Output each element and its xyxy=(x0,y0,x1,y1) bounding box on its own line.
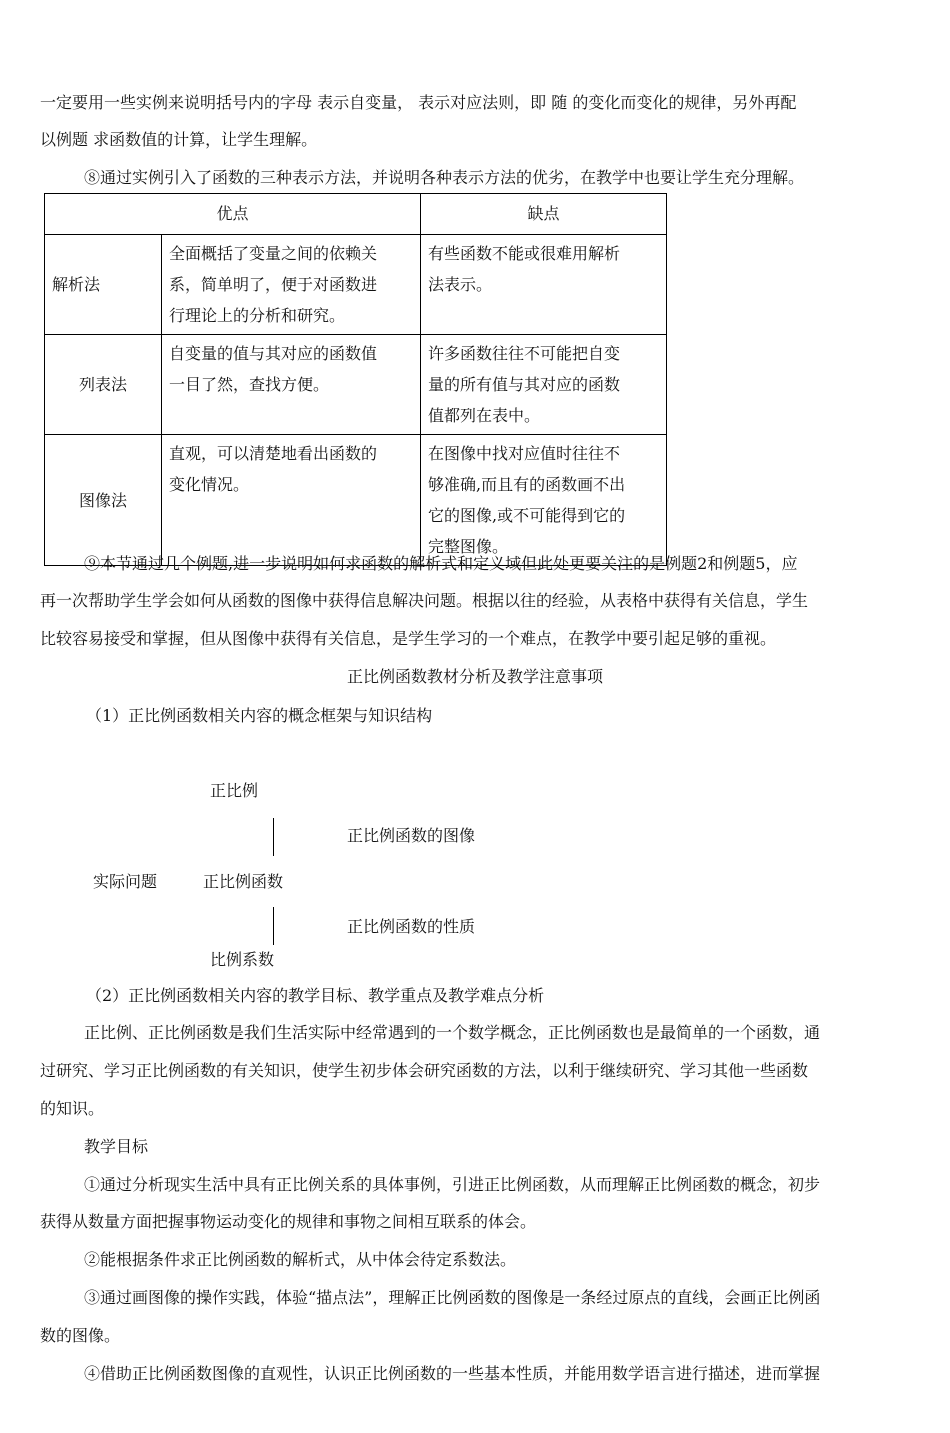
goals-heading: 教学目标 xyxy=(84,1137,149,1156)
pros-cell xyxy=(162,235,421,335)
cell-line: 变化情况。 xyxy=(169,475,250,494)
cell-line: 值都列在表中。 xyxy=(428,406,541,425)
diagram-node-left: 实际问题 xyxy=(93,872,158,891)
cell-line: 量的所有值与其对应的函数 xyxy=(428,375,621,394)
diagram-node-top: 正比例 xyxy=(210,781,259,800)
method-cell: 图像法 xyxy=(45,435,162,566)
cons-cell xyxy=(421,235,667,335)
cell-line: 系，简单明了，便于对函数进 xyxy=(169,275,378,294)
paragraph-line: 以例题 求函数值的计算，让学生理解。 xyxy=(40,130,318,149)
cell-line: 完整图像。 xyxy=(428,537,509,556)
cell-line: 全面概括了变量之间的依赖关 xyxy=(169,244,378,263)
paragraph-line: 比较容易接受和掌握，但从图像中获得有关信息，是学生学习的一个难点，在教学中要引起足够的重视。 xyxy=(40,629,777,648)
cons-cell xyxy=(421,435,667,566)
cell-line: 法表示。 xyxy=(428,275,493,294)
paragraph-line: 一定要用一些实例来说明括号内的字母 表示自变量， 表示对应法则，即 随 的变化而变化的规律，另外再配 xyxy=(40,93,797,112)
paragraph-line: ②能根据条件求正比例函数的解析式，从中体会待定系数法。 xyxy=(84,1250,517,1269)
paragraph-line: 过研究、学习正比例函数的有关知识，使学生初步体会研究函数的方法，以利于继续研究、学习其他一些函数 xyxy=(40,1061,809,1080)
cons-cell xyxy=(421,335,667,435)
cell-line: 一目了然，查找方便。 xyxy=(169,375,330,394)
paragraph-line: 的知识。 xyxy=(40,1099,105,1118)
cell-line: 在图像中找对应值时往往不 xyxy=(428,444,621,463)
table-header-row xyxy=(45,194,667,235)
pros-cell xyxy=(162,435,421,566)
subsection-heading: （1）正比例函数相关内容的概念框架与知识结构 xyxy=(86,706,433,725)
paragraph-line: 获得从数量方面把握事物运动变化的规律和事物之间相互联系的体会。 xyxy=(40,1212,537,1231)
table-row xyxy=(45,335,667,435)
diagram-node-right-bottom: 正比例函数的性质 xyxy=(347,917,476,936)
paragraph-line: ①通过分析现实生活中具有正比例关系的具体事例，引进正比例函数，从而理解正比例函数的概念，初步 xyxy=(84,1175,821,1194)
cell-line: 许多函数往往不可能把自变 xyxy=(428,344,621,363)
cell-line: 直观，可以清楚地看出函数的 xyxy=(169,444,378,463)
diagram-connector xyxy=(273,818,274,856)
paragraph-line: 正比例、正比例函数是我们生活实际中经常遇到的一个数学概念，正比例函数也是最简单的一个函数，通 xyxy=(84,1023,821,1042)
cell-line: 它的图像,或不可能得到它的 xyxy=(428,506,626,525)
subsection-heading: （2）正比例函数相关内容的教学目标、教学重点及教学难点分析 xyxy=(86,986,545,1005)
cell-line: 够准确,而且有的函数画不出 xyxy=(428,475,626,494)
paragraph-line: 再一次帮助学生学会如何从函数的图像中获得信息解决问题。根据以往的经验，从表格中获得有关信息，学生 xyxy=(40,591,809,610)
paragraph-line: ⑧通过实例引入了函数的三种表示方法，并说明各种表示方法的优劣，在教学中也要让学生充分理解。 xyxy=(84,168,805,187)
paragraph-line: ④借助正比例函数图像的直观性，认识正比例函数的一些基本性质，并能用数学语言进行描述，进而掌握 xyxy=(84,1364,821,1383)
method-cell: 解析法 xyxy=(45,235,162,335)
table-row xyxy=(45,435,667,566)
cell-line: 有些函数不能或很难用解析 xyxy=(428,244,621,263)
diagram-node-center: 正比例函数 xyxy=(203,872,284,891)
cell-line: 自变量的值与其对应的函数值 xyxy=(169,344,378,363)
method-cell: 列表法 xyxy=(45,335,162,435)
pros-cell xyxy=(162,335,421,435)
cell-line: 行理论上的分析和研究。 xyxy=(169,306,346,325)
paragraph-line: 数的图像。 xyxy=(40,1326,121,1345)
table-row xyxy=(45,235,667,335)
header-cons: 缺点 xyxy=(421,194,667,235)
paragraph-line: ③通过画图像的操作实践，体验“描点法”，理解正比例函数的图像是一条经过原点的直线，会画正比例函 xyxy=(84,1288,821,1307)
representation-comparison-table xyxy=(44,193,667,566)
section-title: 正比例函数教材分析及教学注意事项 xyxy=(346,667,603,686)
diagram-node-bottom: 比例系数 xyxy=(210,950,275,969)
diagram-node-right-top: 正比例函数的图像 xyxy=(347,826,476,845)
paragraph-line: ⑨本节通过几个例题,进一步说明如何求函数的解析式和定义域但此处更要关注的是例题2和例题5，应 xyxy=(84,554,798,573)
diagram-connector xyxy=(273,907,274,945)
header-pros: 优点 xyxy=(45,194,421,235)
